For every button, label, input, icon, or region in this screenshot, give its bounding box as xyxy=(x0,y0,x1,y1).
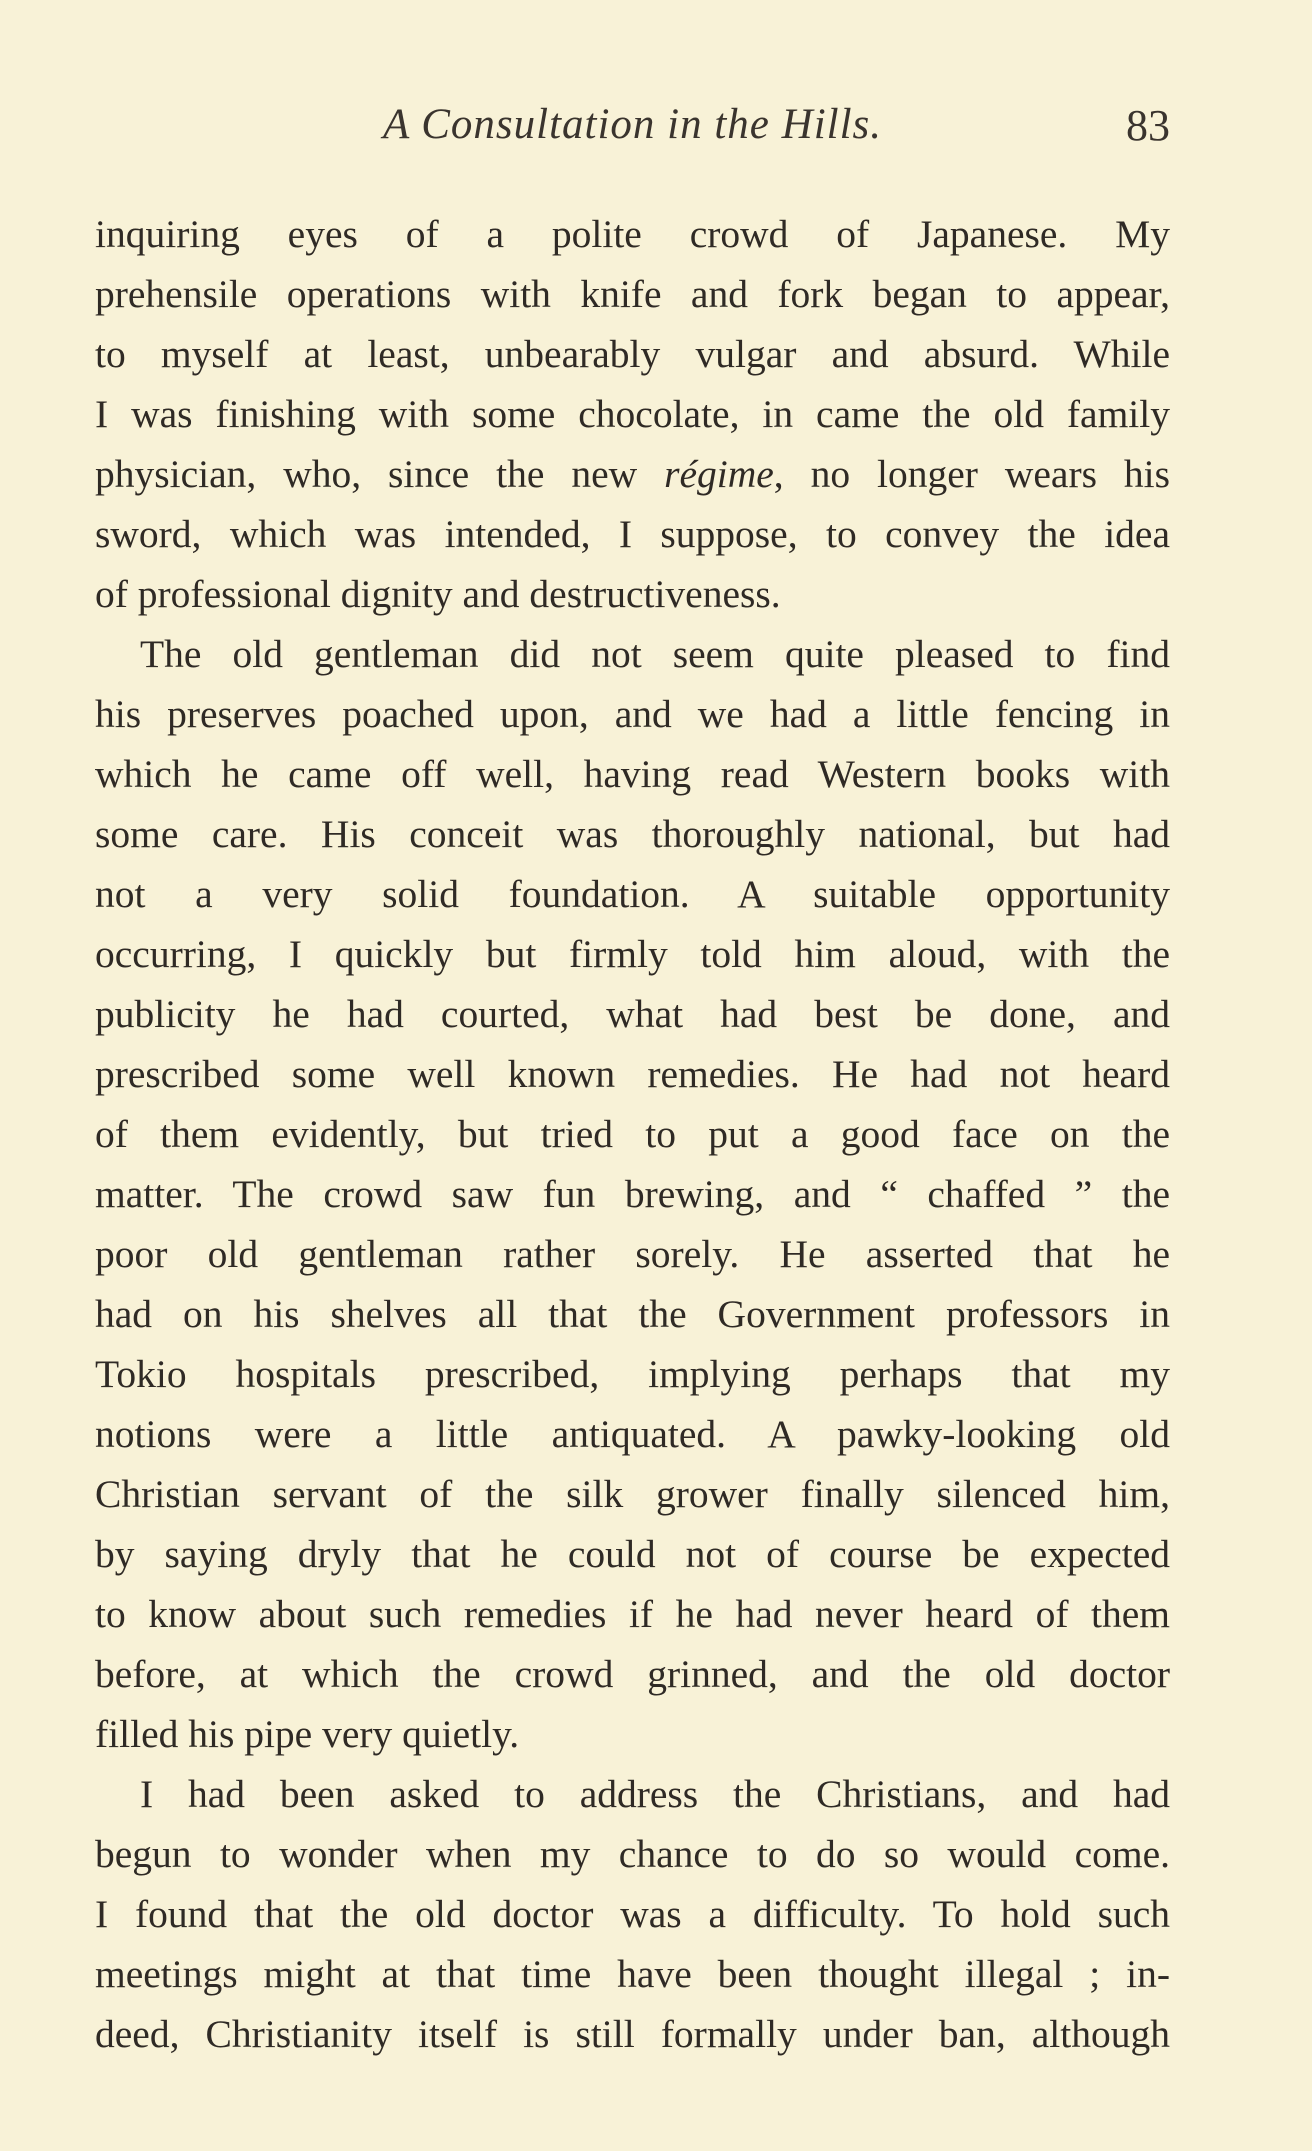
text-line: The old gentleman did not seem quite pleased to find xyxy=(140,632,1170,676)
text-line xyxy=(95,444,1170,504)
paragraph xyxy=(95,1764,1170,2064)
italic-word: régime xyxy=(664,452,774,496)
text-line: I found that the old doctor was a difficulty. To hold such xyxy=(95,1892,1170,1936)
text-line: before, at which the crowd grinned, and the old doctor xyxy=(95,1652,1170,1696)
text-line: to myself at least, unbearably vulgar and absurd. While xyxy=(95,332,1170,376)
text-line: of them evidently, but tried to put a good face on the xyxy=(95,1112,1170,1156)
text-line: Tokio hospitals prescribed, implying perhaps that my xyxy=(95,1352,1170,1396)
running-head xyxy=(95,100,1170,160)
text-line: meetings might at that time have been thought illegal ; in- xyxy=(95,1952,1170,1996)
text-line: filled his pipe very quietly. xyxy=(95,1712,520,1756)
running-title: A Consultation in the Hills. xyxy=(382,101,883,148)
text-line: by saying dryly that he could not of course be expected xyxy=(95,1532,1170,1576)
text-line: begun to wonder when my chance to do so would come. xyxy=(95,1832,1170,1876)
text-line: matter. The crowd saw fun brewing, and “ chaffed ” the xyxy=(95,1172,1170,1216)
paragraph xyxy=(95,624,1170,1764)
text-line: notions were a little antiquated. A pawky-looking old xyxy=(95,1412,1170,1456)
paragraph xyxy=(95,204,1170,624)
page-number: 83 xyxy=(1126,101,1170,150)
text-segment: physician, who, since the new xyxy=(95,452,665,496)
text-segment: , no longer wears his xyxy=(773,452,1171,496)
text-line: which he came off well, having read Western books with xyxy=(95,752,1170,796)
text-line: poor old gentleman rather sorely. He asserted that he xyxy=(95,1232,1170,1276)
text-line: to know about such remedies if he had never heard of them xyxy=(95,1592,1170,1636)
text-line: prehensile operations with knife and fork began to appear, xyxy=(95,272,1170,316)
text-line: of professional dignity and destructiveness. xyxy=(95,572,781,616)
text-line: had on his shelves all that the Government professors in xyxy=(95,1292,1170,1336)
text-line: inquiring eyes of a polite crowd of Japanese. My xyxy=(95,212,1170,256)
text-line: Christian servant of the silk grower finally silenced him, xyxy=(95,1472,1170,1516)
text-line: his preserves poached upon, and we had a little fencing in xyxy=(95,692,1170,736)
text-line: some care. His conceit was thoroughly national, but had xyxy=(95,812,1170,856)
text-line: publicity he had courted, what had best be done, and xyxy=(95,992,1170,1036)
text-line: occurring, I quickly but firmly told him aloud, with the xyxy=(95,932,1170,976)
text-line: I was finishing with some chocolate, in came the old family xyxy=(95,392,1170,436)
text-line: sword, which was intended, I suppose, to convey the idea xyxy=(95,512,1170,556)
text-line: prescribed some well known remedies. He had not heard xyxy=(95,1052,1170,1096)
text-line: I had been asked to address the Christians, and had xyxy=(140,1772,1170,1816)
text-line: deed, Christianity itself is still formally under ban, although xyxy=(95,2012,1170,2056)
text-line: not a very solid foundation. A suitable opportunity xyxy=(95,872,1170,916)
body-text xyxy=(95,204,1170,2064)
